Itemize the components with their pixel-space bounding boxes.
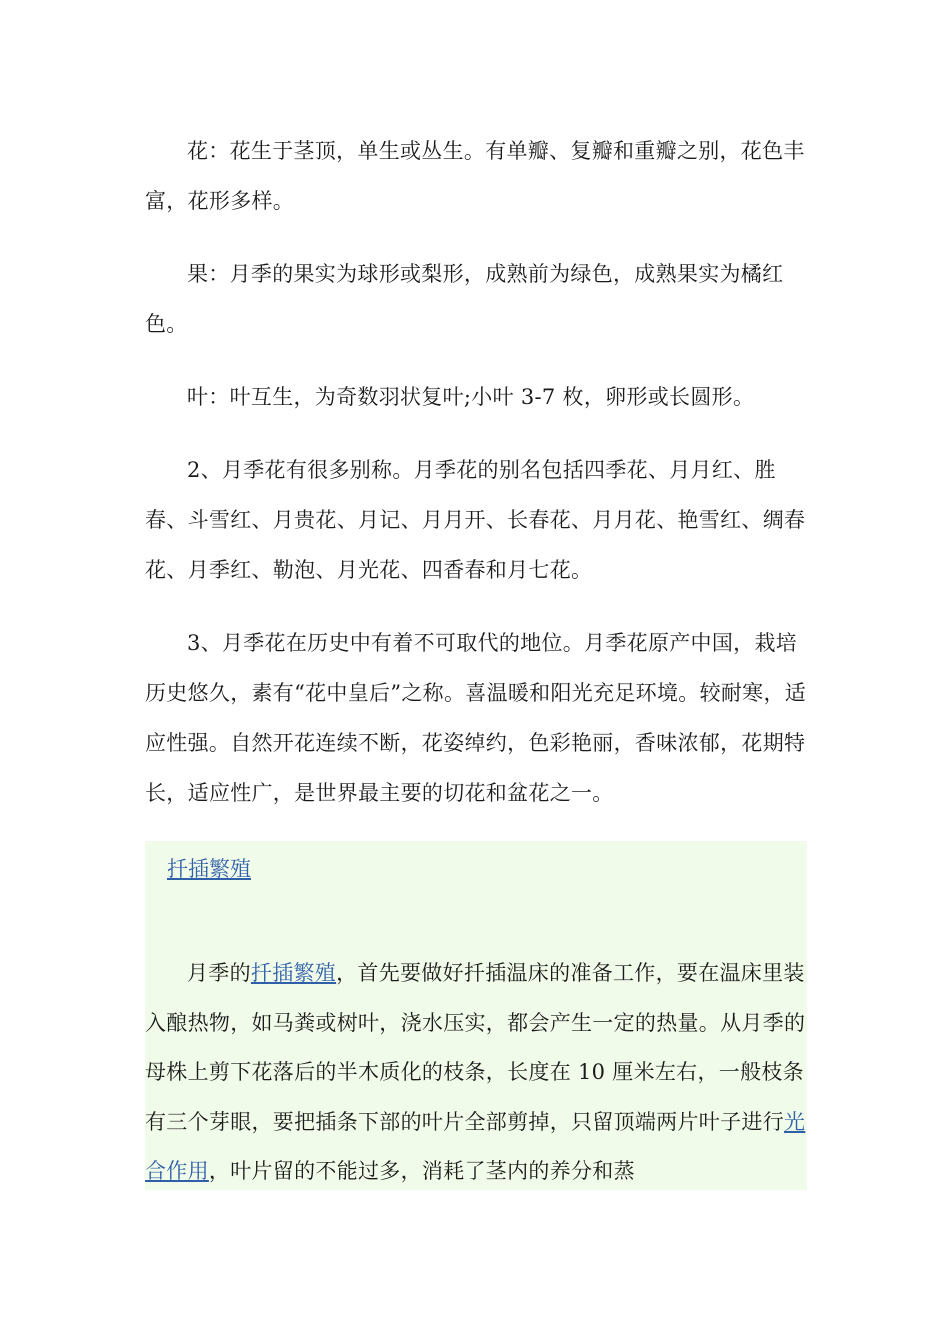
section-title-link[interactable]: 扦插繁殖 — [167, 857, 251, 881]
paragraph-flower: 花：花生于茎顶，单生或丛生。有单瓣、复瓣和重瓣之别，花色丰富，花形多样。 — [145, 139, 805, 213]
paragraph-fruit: 果：月季的果实为球形或梨形，成熟前为绿色，成熟果实为橘红色。 — [145, 262, 784, 336]
section-body — [145, 949, 807, 1197]
document-body — [145, 126, 807, 841]
paragraph-history: 3、月季花在历史中有着不可取代的地位。月季花原产中国，栽培历史悠久，素有“花中皇后”之称。喜温暖和阳光充足环境。较耐寒，适应性强。自然开花连续不断，花姿绰约，色彩艳丽，香味浓郁，花期特长，适应性广，是世界最主要的切花和盆花之一。 — [145, 631, 807, 805]
cutting-propagation-link[interactable]: 扦插繁殖 — [250, 961, 337, 985]
photosynthesis-link[interactable]: 光合作用 — [145, 1109, 806, 1183]
paragraph-leaf: 叶：叶互生，为奇数羽状复叶;小叶 3-7 枚，卵形或长圆形。 — [187, 385, 755, 409]
section-body-middle: ，首先要做好扦插温床的准备工作，要在温床里装入酿热物，如马粪或树叶，浇水压实，都会产生一定的热量。从月季的母株上剪下花落后的半木质化的枝条，长度在 10 厘米左右，一般枝条有三个芽眼，要把插条下部的叶片全部剪掉，只留顶端两片叶子进行 — [145, 961, 806, 1134]
paragraph-aliases: 2、月季花有很多别称。月季花的别名包括四季花、月月红、胜春、斗雪红、月贵花、月记、月月开、长春花、月月花、艳雪红、绸春花、月季红、勒泡、月光花、四香春和月七花。 — [145, 458, 806, 582]
section-title[interactable] — [167, 855, 251, 883]
section-body-suffix: ，叶片留的不能过多，消耗了茎内的养分和蒸 — [208, 1159, 635, 1183]
cutting-propagation-section — [145, 841, 807, 1190]
section-body-prefix: 月季的 — [187, 961, 251, 985]
